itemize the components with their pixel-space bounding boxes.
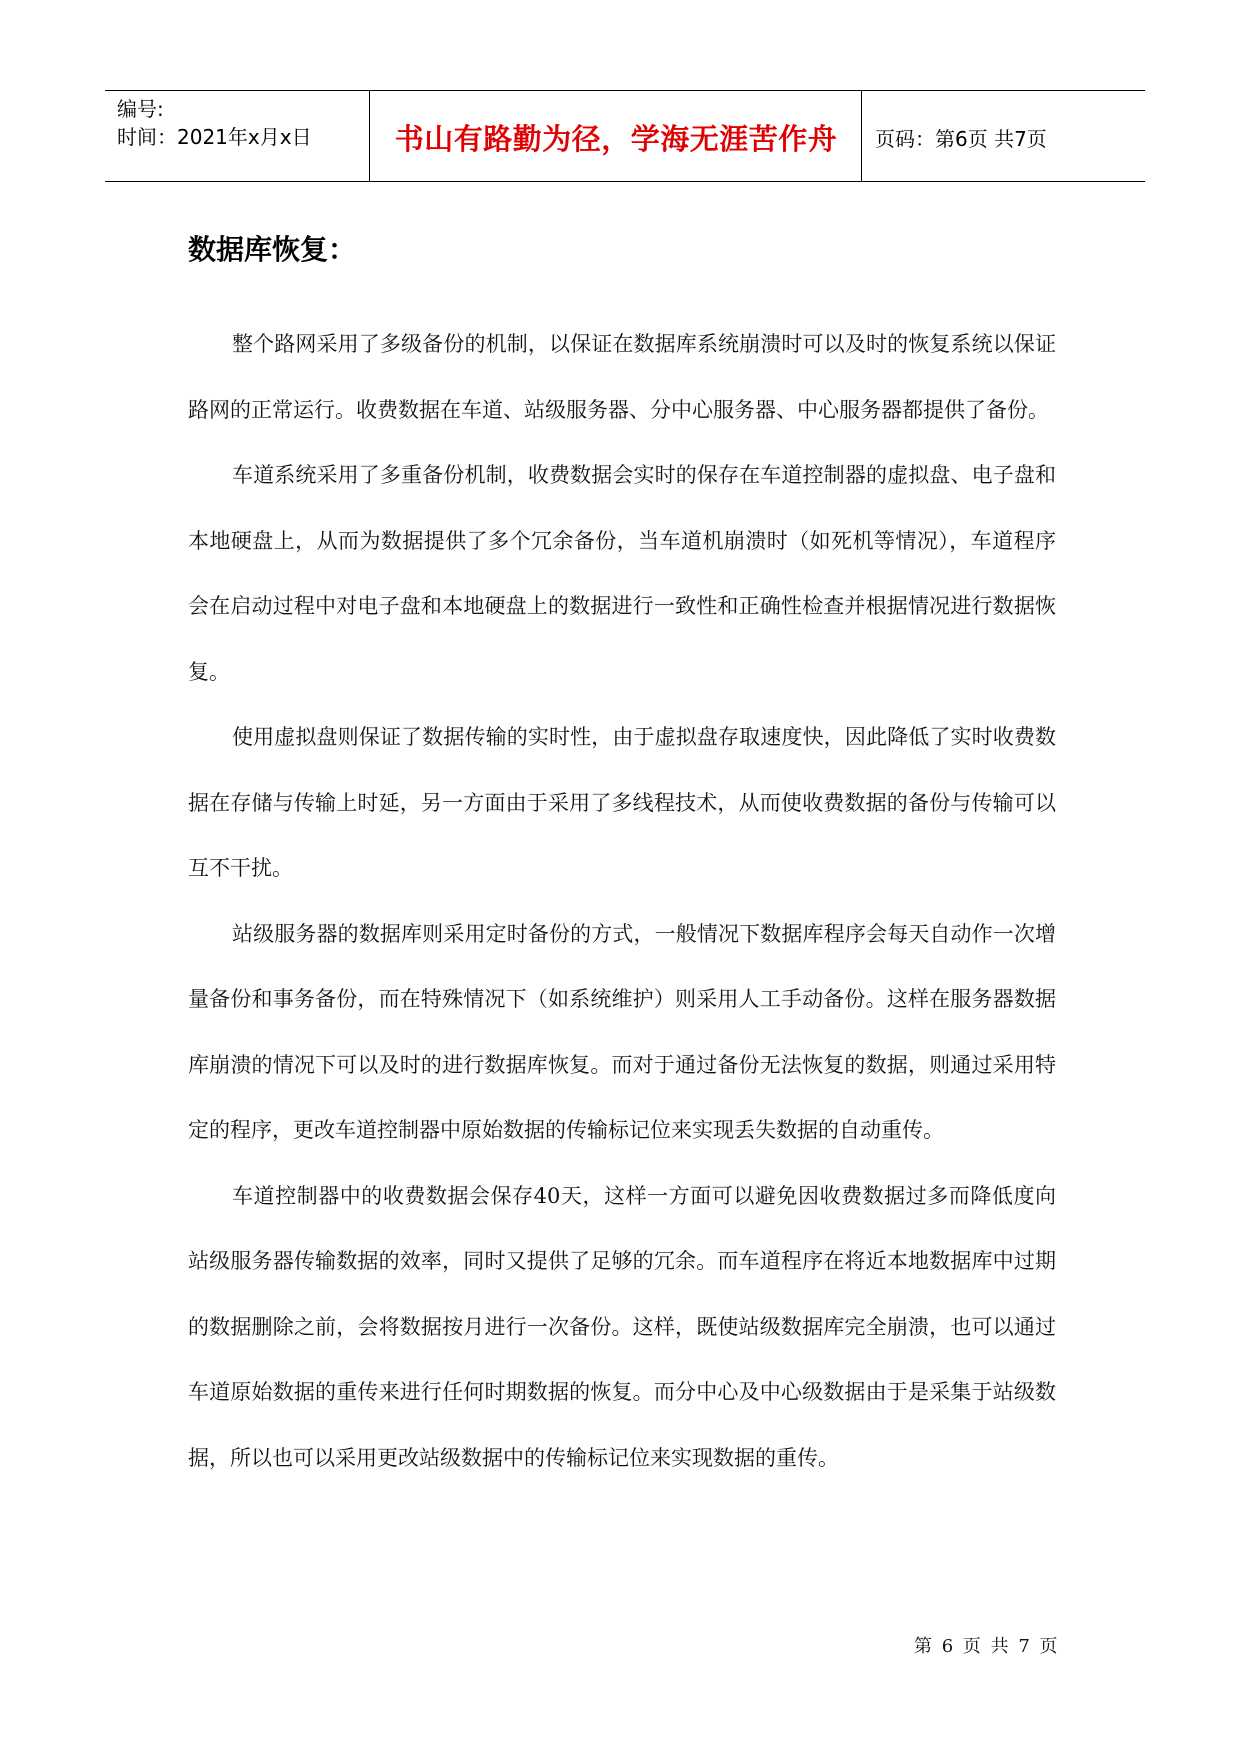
header-page-number: 页码：第6页 共7页 <box>875 127 1047 151</box>
document-number-label: 编号: <box>117 97 164 121</box>
document-time-label: 时间：2021年x月x日 <box>117 125 312 149</box>
paragraph-1: 整个路网采用了多级备份的机制，以保证在数据库系统崩溃时可以及时的恢复系统以保证路网的正常运行。收费数据在车道、站级服务器、分中心服务器、中心服务器都提供了备份。 <box>188 332 1056 422</box>
section-title: 数据库恢复： <box>188 233 357 266</box>
header-divider-right <box>861 91 862 181</box>
paragraph-5: 车道控制器中的收费数据会保存40天，这样一方面可以避免因收费数据过多而降低度向站级服务器传输数据的效率，同时又提供了足够的冗余。而车道程序在将近本地数据库中过期的数据删除之前，会将数据按月进行一次备份。这样，既使站级数据库完全崩溃，也可以通过车道原始数据的重传来进行任何时期数据的恢复。而分中心及中心级数据由于是采集于站级数据，所以也可以采用更改站级数据中的传输标记位来实现数据的重传。 <box>188 1183 1056 1470</box>
document-body <box>188 312 1056 1491</box>
header-motto: 书山有路勤为径，学海无涯苦作舟 <box>394 122 838 156</box>
page-header <box>105 90 1145 182</box>
header-divider-left <box>369 91 370 181</box>
paragraph-4: 站级服务器的数据库则采用定时备份的方式，一般情况下数据库程序会每天自动作一次增量备份和事务备份，而在特殊情况下（如系统维护）则采用人工手动备份。这样在服务器数据库崩溃的情况下可以及时的进行数据库恢复。而对于通过备份无法恢复的数据，则通过采用特定的程序，更改车道控制器中原始数据的传输标记位来实现丢失数据的自动重传。 <box>188 921 1056 1142</box>
paragraph-2: 车道系统采用了多重备份机制，收费数据会实时的保存在车道控制器的虚拟盘、电子盘和本地硬盘上，从而为数据提供了多个冗余备份，当车道机崩溃时（如死机等情况），车道程序会在启动过程中对电子盘和本地硬盘上的数据进行一致性和正确性检查并根据情况进行数据恢复。 <box>188 463 1056 684</box>
paragraph-3: 使用虚拟盘则保证了数据传输的实时性，由于虚拟盘存取速度快，因此降低了实时收费数据在存储与传输上时延，另一方面由于采用了多线程技术，从而使收费数据的备份与传输可以互不干扰。 <box>188 725 1056 880</box>
header-meta <box>117 95 312 151</box>
page-footer: 第 6 页 共 7 页 <box>914 1636 1060 1657</box>
